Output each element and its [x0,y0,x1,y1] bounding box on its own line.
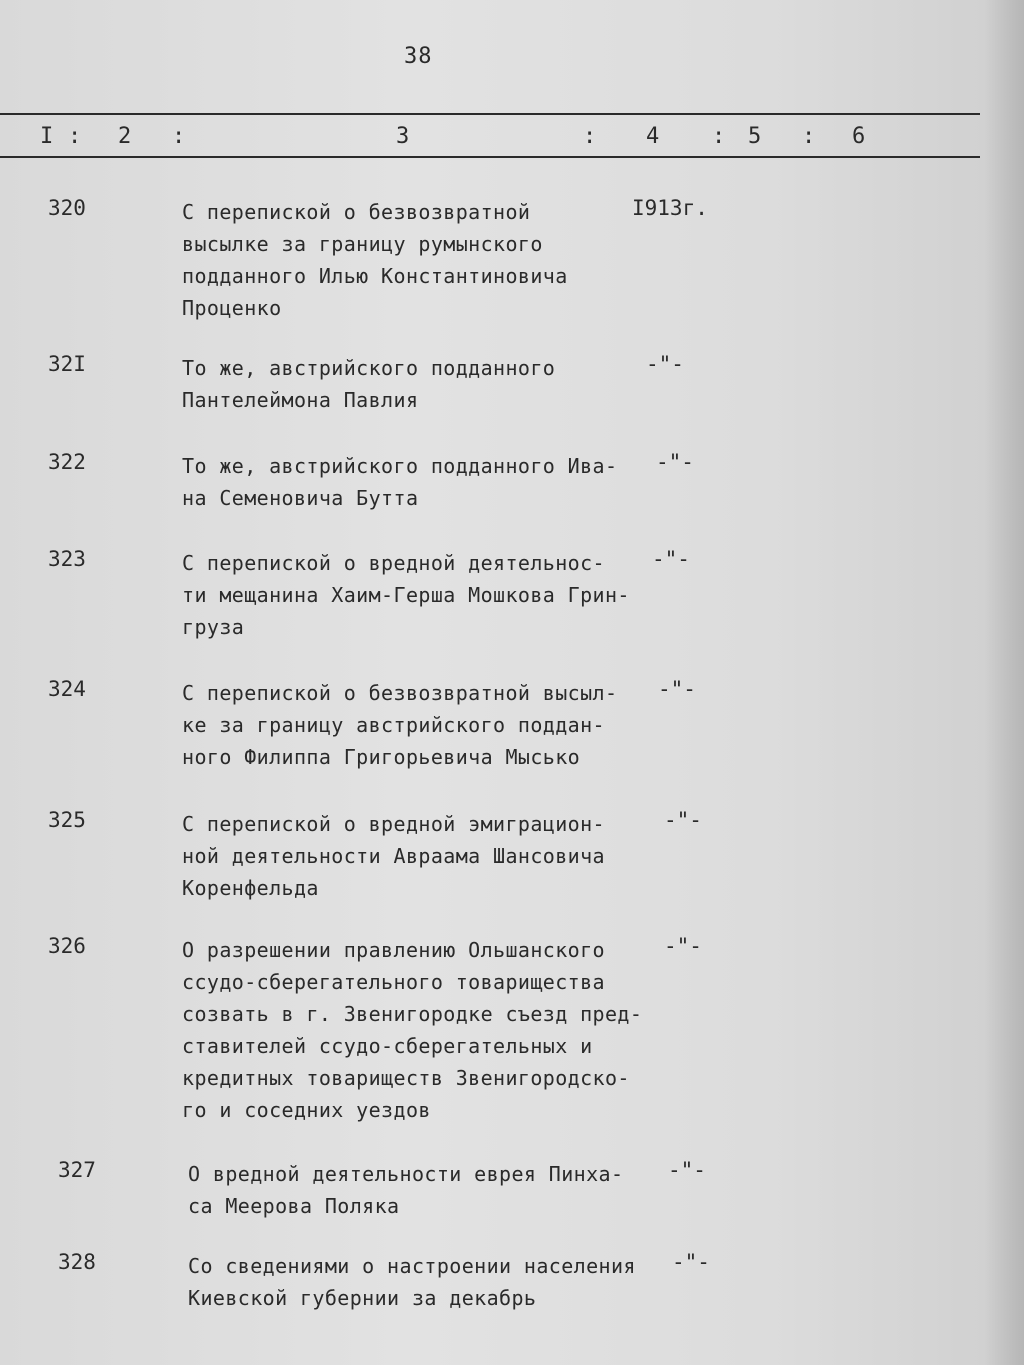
entry-number: 325 [48,808,86,832]
description-line: Пантелеймона Павлия [182,388,419,412]
entry-date: -"- [664,934,702,958]
page-edge-shadow [984,0,1024,1365]
description-line: О вредной деятельности еврея Пинха- [188,1162,624,1186]
description-line: на Семеновича Бутта [182,486,419,510]
description-line: Киевской губернии за декабрь [188,1286,537,1310]
description-line: То же, австрийского подданного [182,356,556,380]
description-line: ке за границу австрийского поддан- [182,713,605,737]
column-separator: : [802,124,816,149]
column-separator: : [712,124,726,149]
entry-description [188,1250,688,1314]
entry-description [182,450,682,514]
entry-number: 320 [48,196,86,220]
column-heading-2: 2 [118,124,132,149]
entry-description [182,547,682,643]
description-line: ставителей ссудо-сберегательных и [182,1034,593,1058]
column-separator: : [68,124,82,149]
entry-description [182,808,682,904]
description-line: подданного Илью Константиновича [182,264,568,288]
description-line: Со сведениями о настроении населения [188,1254,636,1278]
entry-number: 322 [48,450,86,474]
description-line: созвать в г. Звенигородке съезд пред- [182,1002,643,1026]
entry-number: 323 [48,547,86,571]
column-separator: : [172,124,186,149]
description-line: ти мещанина Хаим-Герша Мошкова Грин- [182,583,630,607]
column-heading-5: 5 [748,124,762,149]
description-line: Коренфельда [182,876,319,900]
entry-date: -"- [656,450,694,474]
description-line: го и соседних уездов [182,1098,431,1122]
entry-description [182,352,682,416]
page-number: 38 [404,44,433,69]
column-separator: : [583,124,597,149]
entry-number: 32I [48,352,86,376]
entry-number: 326 [48,934,86,958]
description-line: О разрешении правлению Ольшанского [182,938,605,962]
column-heading-1: I [40,124,54,149]
description-line: ной деятельности Авраама Шансовича [182,844,605,868]
description-line: С перепиской о вредной деятельнос- [182,551,605,575]
entry-date: -"- [664,808,702,832]
entry-description [182,677,682,773]
column-heading-3: 3 [396,124,410,149]
header-rule-top [0,113,980,115]
entry-number: 328 [58,1250,96,1274]
entry-date: -"- [646,352,684,376]
header-rule-bottom [0,156,980,158]
description-line: кредитных товариществ Звенигородско- [182,1066,630,1090]
entry-description [188,1158,688,1222]
description-line: ссудо-сберегательного товарищества [182,970,605,994]
description-line: ного Филиппа Григорьевича Мысько [182,745,581,769]
entry-description [182,196,682,324]
description-line: С перепиской о безвозвратной высыл- [182,681,618,705]
entry-number: 324 [48,677,86,701]
description-line: Проценко [182,296,282,320]
description-line: груза [182,615,245,639]
entry-date: -"- [658,677,696,701]
entry-date: -"- [652,547,690,571]
entry-number: 327 [58,1158,96,1182]
column-heading-4: 4 [646,124,660,149]
entry-date: -"- [668,1158,706,1182]
entry-date: -"- [672,1250,710,1274]
entry-date: I913г. [632,196,708,220]
column-heading-6: 6 [852,124,866,149]
description-line: С перепиской о вредной эмиграцион- [182,812,605,836]
entry-description [182,934,682,1126]
description-line: высылке за границу румынского [182,232,543,256]
description-line: То же, австрийского подданного Ива- [182,454,618,478]
description-line: са Меерова Поляка [188,1194,400,1218]
description-line: С перепиской о безвозвратной [182,200,531,224]
